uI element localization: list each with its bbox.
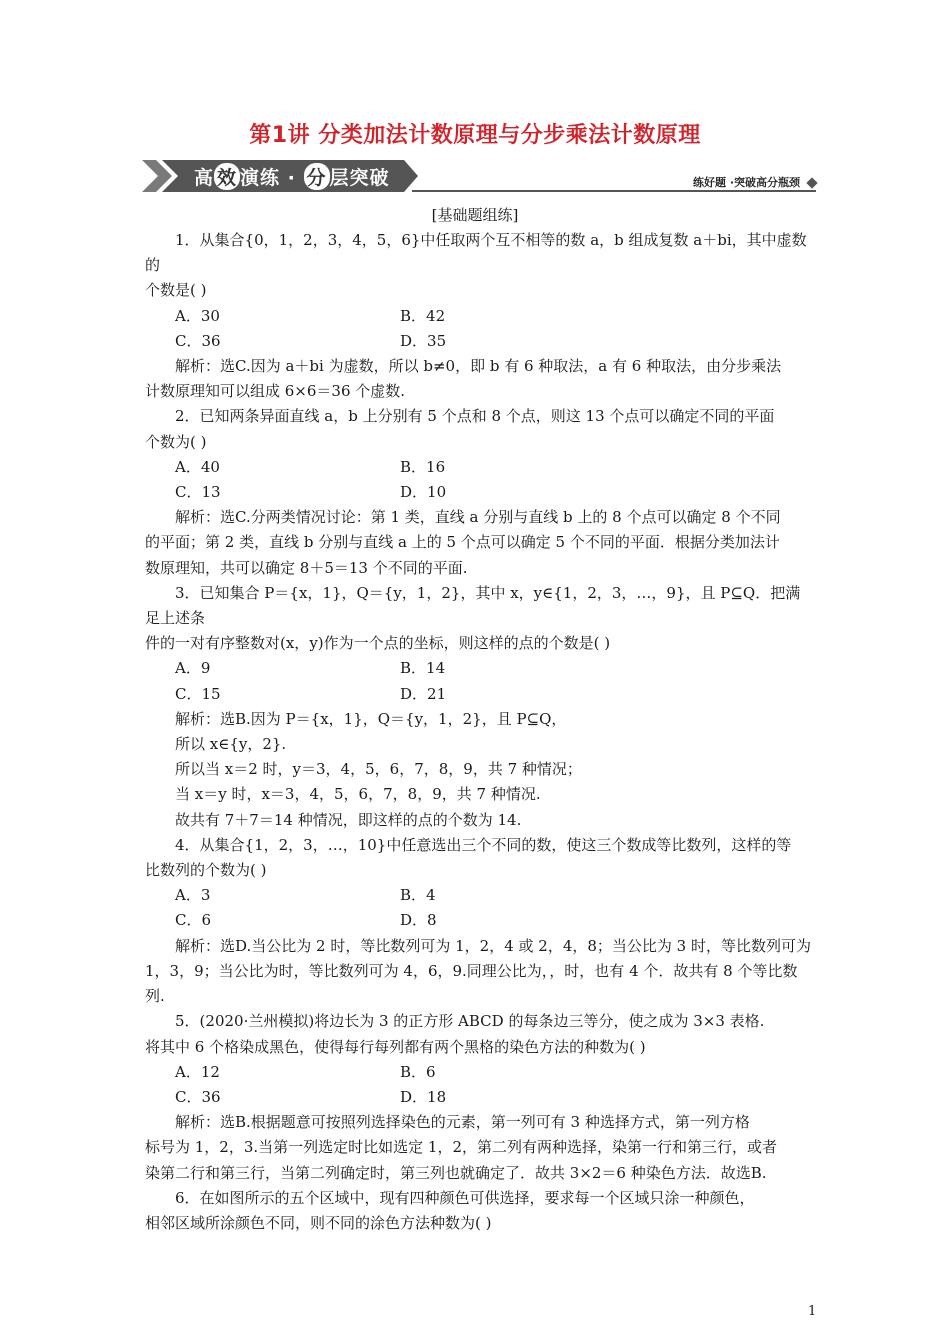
q4-stem: 4．从集合{1，2，3，…，10}中任意选出三个不同的数，使这三个数成等比数列，这样的等 bbox=[175, 835, 792, 854]
banner-underline bbox=[412, 190, 816, 192]
q3-stem: 3．已知集合 P＝{x，1}，Q＝{y，1，2}，其中 x，y∈{1，2，3，…，9}，且 P⊆Q．把满足上述条 bbox=[145, 583, 801, 628]
q2-solution: 解析：选C.分两类情况讨论：第 1 类，直线 a 分别与直线 b 上的 8 个点可以确定 8 个不同 bbox=[175, 508, 781, 527]
q1-options-ab: A．30 B．42 bbox=[175, 306, 446, 325]
q5-options-cd: C．36 D．18 bbox=[175, 1087, 447, 1106]
q2-stem: 2．已知两条异面直线 a，b 上分别有 5 个点和 8 个点，则这 13 个点可以确定不同的平面 bbox=[175, 407, 775, 426]
q1-stem: 1．从集合{0，1，2，3，4，5，6}中任取两个互不相等的数 a，b 组成复数 a＋bi，其中虚数的 bbox=[145, 231, 807, 275]
q3-solution-4: 当 x＝y 时，x＝3，4，5，6，7，8，9，共 7 种情况. bbox=[175, 785, 541, 804]
q3-solution-5: 故共有 7＋7＝14 种情况，即这样的点的个数为 14. bbox=[175, 810, 522, 829]
lesson-title: 第1讲 分类加法计数原理与分步乘法计数原理 bbox=[249, 123, 701, 148]
q4-solution-cont: 1，3，9；当公比为时，等比数列可为 4，6，9.同理公比为，，时，也有 4 个．故共有 8 个等比数列. bbox=[145, 961, 798, 1006]
q5-stem: 5．(2020·兰州模拟)将边长为 3 的正方形 ABCD 的每条边三等分，使之成为 3×3 表格. bbox=[175, 1012, 765, 1031]
q3-options-ab: A．9 B．14 bbox=[175, 659, 446, 678]
q5-options-ab: A．12 B．6 bbox=[175, 1062, 436, 1081]
q4-options-ab: A．3 B．4 bbox=[175, 886, 436, 905]
q3-solution-2: 所以 x∈{y，2}. bbox=[175, 735, 287, 754]
q3-options-cd: C．15 D．21 bbox=[175, 684, 447, 703]
q3-solution-3: 所以当 x＝2 时，y＝3，4，5，6，7，8，9，共 7 种情况； bbox=[175, 760, 582, 779]
banner-heading: 高 效 演练 · 分 层突破 bbox=[194, 163, 390, 190]
q4-options-cd: C．6 D．8 bbox=[175, 911, 437, 930]
q5-stem-cont: 将其中 6 个格染成黑色，使得每行每列都有两个黑格的染色方法的种数为( ) bbox=[145, 1037, 646, 1056]
q4-solution: 解析：选D.当公比为 2 时，等比数列可为 1，2，4 或 2，4，8；当公比为 3 时，等比数列可为 bbox=[175, 936, 811, 955]
q3-stem-cont: 件的一对有序整数对(x，y)作为一个点的坐标，则这样的点的个数是( ) bbox=[145, 634, 611, 653]
question-list bbox=[145, 228, 815, 1236]
q2-options-cd: C．13 D．10 bbox=[175, 483, 447, 502]
diamond-icon bbox=[806, 177, 817, 188]
section-label: [基础题组练] bbox=[431, 206, 519, 224]
q6-stem-cont: 相邻区域所涂颜色不同，则不同的涂色方法种数为( ) bbox=[145, 1213, 492, 1232]
section-banner bbox=[142, 160, 820, 194]
q2-solution-cont: 的平面；第 2 类，直线 b 分别与直线 a 上的 5 个点可以确定 5 个不同的平面．根据分类加法计 bbox=[145, 533, 780, 552]
q4-stem-cont: 比数列的个数为( ) bbox=[145, 861, 267, 880]
q5-solution-cont: 标号为 1，2，3.当第一列选定时比如选定 1，2，第二列有两种选择，染第一行和第三行，或者 bbox=[145, 1138, 778, 1157]
q5-solution: 解析：选B.根据题意可按照列选择染色的元素，第一列可有 3 种选择方式，第一列方格 bbox=[175, 1113, 750, 1132]
q1-stem-cont: 个数是( ) bbox=[145, 281, 207, 300]
q2-options-ab: A．40 B．16 bbox=[175, 457, 446, 476]
q1-options-cd: C．36 D．35 bbox=[175, 331, 447, 350]
banner-slogan: 练好题 ·突破高分瓶颈 bbox=[692, 176, 800, 189]
q1-solution-cont: 计数原理知可以组成 6×6＝36 个虚数. bbox=[145, 382, 406, 401]
q3-solution: 解析：选B.因为 P＝{x，1}，Q＝{y，1，2}，且 P⊆Q， bbox=[175, 709, 567, 728]
page-number: 1 bbox=[808, 1304, 817, 1319]
q2-stem-cont: 个数为( ) bbox=[145, 432, 207, 451]
q5-solution-cont2: 染第二行和第三行，当第二列确定时，第三列也就确定了．故共 3×2＝6 种染色方法．故选B. bbox=[145, 1163, 767, 1182]
q6-stem: 6．在如图所示的五个区域中，现有四种颜色可供选择，要求每一个区域只涂一种颜色， bbox=[175, 1188, 755, 1207]
q2-solution-cont2: 数原理知，共可以确定 8＋5＝13 个不同的平面. bbox=[145, 558, 468, 577]
q1-solution: 解析：选C.因为 a＋bi 为虚数，所以 b≠0，即 b 有 6 种取法，a 有 6 种取法，由分步乘法 bbox=[175, 357, 782, 376]
